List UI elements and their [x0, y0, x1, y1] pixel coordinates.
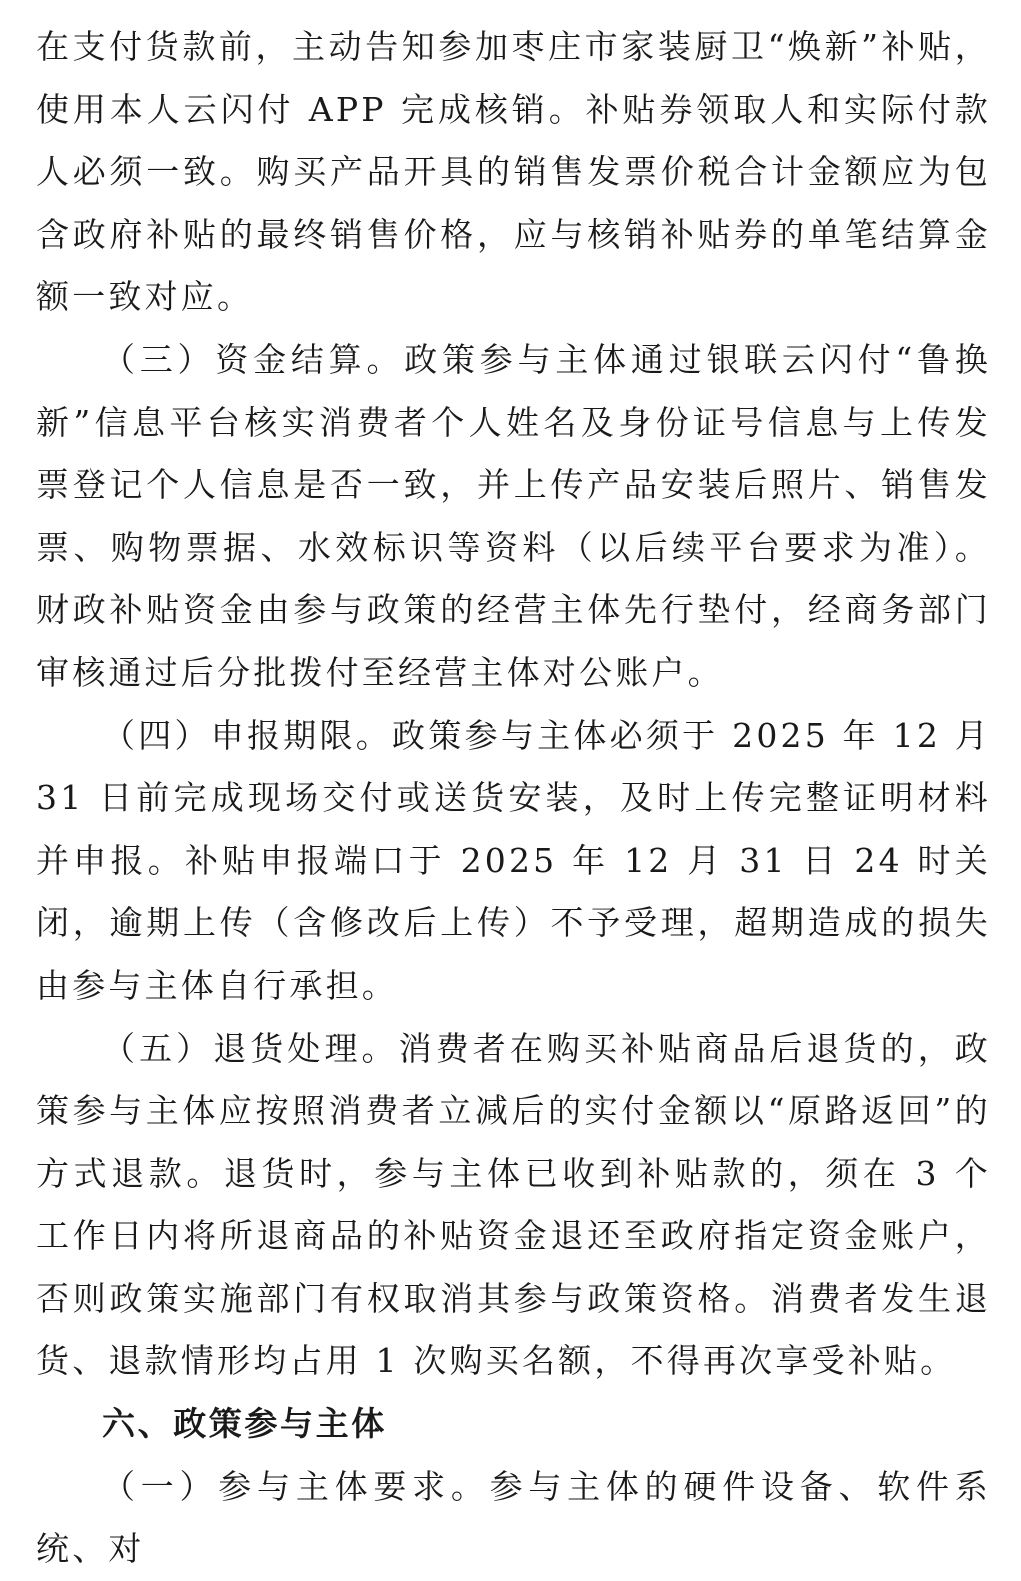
section-heading: 六、政策参与主体	[102, 1404, 387, 1444]
paragraph-return-handling: （五）退货处理。消费者在购买补贴商品后退货的，政策参与主体应按照消费者立减后的实付金额以“原路返回”的方式退款。退货时，参与主体已收到补贴款的，须在 3 个工作日内将所退商品的补贴资金退还至政府指定资金账户，否则政策实施部门有权取消其参与政策资格。消费者发生退货、退款情形均占用 1 次购买名额，不得再次享受补贴。	[36, 1028, 992, 1381]
paragraph-declaration-deadline: （四）申报期限。政策参与主体必须于 2025 年 12 月 31 日前完成现场交付或送货安装，及时上传完整证明材料并申报。补贴申报端口于 2025 年 12 月 31 日 24 时关闭，逾期上传（含修改后上传）不予受理，超期造成的损失由参与主体自行承担。	[36, 715, 991, 1005]
paragraph-fund-settlement: （三）资金结算。政策参与主体通过银联云闪付“鲁换新”信息平台核实消费者个人姓名及身份证号信息与上传发票登记个人信息是否一致，并上传产品安装后照片、销售发票、购物票据、水效标识等资料（以后续平台要求为准）。财政补贴资金由参与政策的经营主体先行垫付，经商务部门审核通过后分批拨付至经营主体对公账户。	[36, 339, 991, 692]
paragraph-payment-notice: 在支付货款前，主动告知参加枣庄市家装厨卫“焕新”补贴，使用本人云闪付 APP 完成核销。补贴券领取人和实际付款人必须一致。购买产品开具的销售发票价税合计金额应为包含政府补贴的最终销售价格，应与核销补贴券的单笔结算金额一致对应。	[36, 27, 991, 317]
paragraph-participant-requirements: （一）参与主体要求。参与主体的硬件设备、软件系统、对	[36, 1466, 991, 1569]
